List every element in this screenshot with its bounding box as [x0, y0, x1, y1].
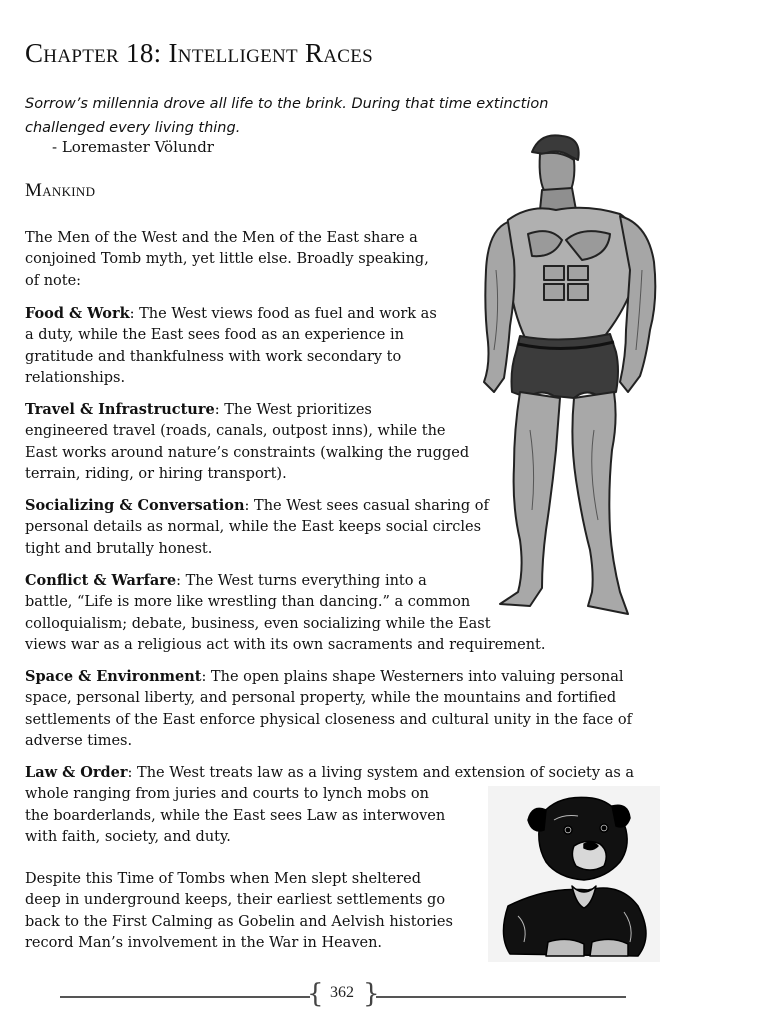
topic-socializing-conversation — [25, 495, 505, 560]
epigraph-line: Sorrow’s millennia drove all life to the brink. During that time extinction — [25, 96, 549, 112]
topic-term: Law & Order — [25, 764, 128, 781]
text-line: : The West sees casual sharing of — [244, 498, 489, 514]
text-line: Despite this Time of Tombs when Men slept sheltered — [25, 871, 421, 887]
epigraph-line: challenged every living thing. — [25, 120, 241, 136]
text-line: deep in underground keeps, their earliest settlements go — [25, 892, 446, 909]
section-title: Mankind — [25, 180, 96, 201]
footer-rule-right — [376, 996, 626, 998]
text-line: : The West turns everything into a — [176, 573, 427, 589]
text-line: with faith, society, and duty. — [25, 828, 231, 845]
text-line: the boarderlands, while the East sees Law as interwoven — [25, 807, 446, 824]
text-line: engineered travel (roads, canals, outpost inns), while the — [25, 423, 446, 440]
text-line: relationships. — [25, 369, 126, 386]
text-line: colloquialism; debate, business, even socializing while the East — [25, 615, 491, 632]
topic-term: Socializing & Conversation — [25, 497, 245, 514]
text-line: gratitude and thankfulness with work secondary to — [25, 348, 402, 365]
intro-paragraph — [25, 228, 455, 292]
footer-rule-left — [60, 996, 310, 998]
text-line: adverse times. — [25, 732, 133, 749]
text-line: East works around nature’s constraints (walking the rugged — [25, 444, 470, 461]
text-line: : The West treats law as a living system and extension of society as a — [127, 765, 635, 781]
chapter-title: Chapter 18: Intelligent Races — [25, 38, 374, 68]
topic-term: Conflict & Warfare — [25, 572, 177, 589]
text-line: : The open plains shape Westerners into valuing personal — [201, 669, 624, 685]
text-line: space, personal liberty, and personal property, while the mountains and fortified — [25, 690, 617, 707]
text-line: settlements of the East enforce physical closeness and cultural unity in the face of — [25, 711, 632, 728]
text-line: of note: — [25, 272, 82, 289]
text-line: : The West views food as fuel and work as — [129, 306, 437, 322]
text-line: conjoined Tomb myth, yet little else. Broadly speaking, — [25, 251, 429, 268]
text-line: tight and brutally honest. — [25, 540, 213, 557]
left-brace-icon: { — [307, 979, 324, 1009]
text-line: terrain, riding, or hiring transport). — [25, 465, 287, 482]
topic-food-work — [25, 303, 465, 389]
muscular-man-illustration — [470, 130, 670, 620]
page-number: 362 — [330, 984, 354, 1001]
text-line: battle, “Life is more like wrestling than dancing.” a common — [25, 594, 471, 611]
closing-paragraph — [25, 869, 475, 954]
text-line: record Man’s involvement in the War in Heaven. — [25, 934, 383, 951]
topic-space-environment — [25, 666, 665, 752]
text-line: views war as a religious act with its own sacraments and requirement. — [25, 636, 546, 653]
text-line: personal details as normal, while the East keeps social circles — [25, 519, 482, 536]
topic-travel-infrastructure — [25, 399, 493, 485]
topic-term: Space & Environment — [25, 668, 202, 685]
topic-term: Food & Work — [25, 305, 130, 322]
text-line: : The West prioritizes — [214, 402, 372, 418]
text-line: back to the First Calming as Gobelin and Aelvish histories — [25, 913, 453, 930]
text-line: The Men of the West and the Men of the East share a — [25, 230, 418, 246]
rottweiler-illustration — [488, 786, 660, 962]
right-brace-icon: } — [363, 979, 380, 1009]
text-line: whole ranging from juries and courts to lynch mobs on — [25, 786, 429, 803]
topic-term: Travel & Infrastructure — [25, 401, 215, 418]
epigraph-attribution: - Loremaster Völundr — [52, 138, 214, 156]
text-line: a duty, while the East sees food as an experience in — [25, 327, 404, 344]
